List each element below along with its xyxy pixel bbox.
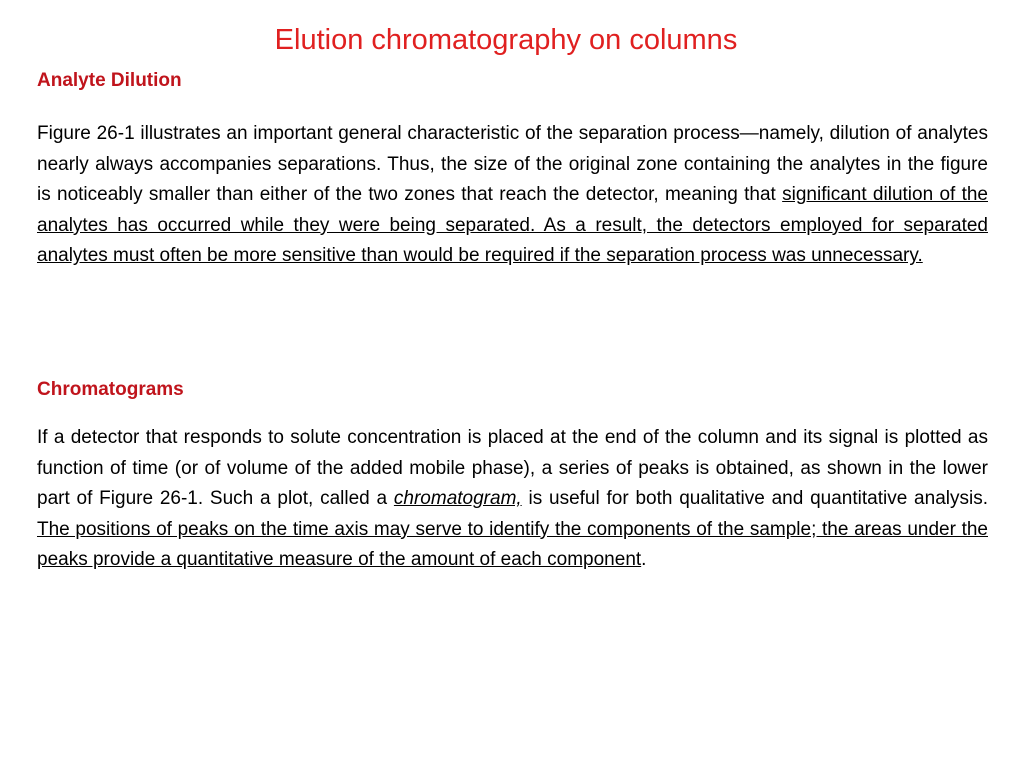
paragraph-chromatograms — [37, 423, 988, 576]
paragraph-chromatograms-underlined: The positions of peaks on the time axis may serve to identify the components of the sample; the areas under the peaks provide a quantitative measure of the amount of each component — [37, 518, 988, 571]
paragraph-analyte-dilution-underlined: significant dilution of the analytes has occurred while they were being separated. As a result, the detectors employed for separated analytes must often be more sensitive than would be required if the separation process was unnecessary. — [37, 184, 988, 267]
heading-chromatograms: Chromatograms — [37, 379, 184, 400]
paragraph-chromatograms-text-2: is useful for both qualitative and quantitative analysis. — [521, 488, 988, 510]
paragraph-analyte-dilution — [37, 119, 988, 272]
paragraph-chromatograms-text-1: If a detector that responds to solute concentration is placed at the end of the column and its signal is plotted as function of time (or of volume of the added mobile phase), a series of peaks is obtained, as shown in the lower part of Figure 26-1. Such a plot, called a — [37, 427, 988, 510]
paragraph-analyte-dilution-text: Figure 26-1 illustrates an important general characteristic of the separation process—namely, dilution of analytes nearly always accompanies separations. Thus, the size of the original zone containing the analytes in the figure is noticeably smaller than either of the two zones that reach the detector, meaning that — [37, 123, 988, 206]
term-chromatogram: chromatogram, — [393, 488, 522, 510]
paragraph-chromatograms-end: . — [641, 549, 647, 571]
heading-analyte-dilution: Analyte Dilution — [37, 70, 182, 91]
slide-title: Elution chromatography on columns — [274, 24, 738, 56]
